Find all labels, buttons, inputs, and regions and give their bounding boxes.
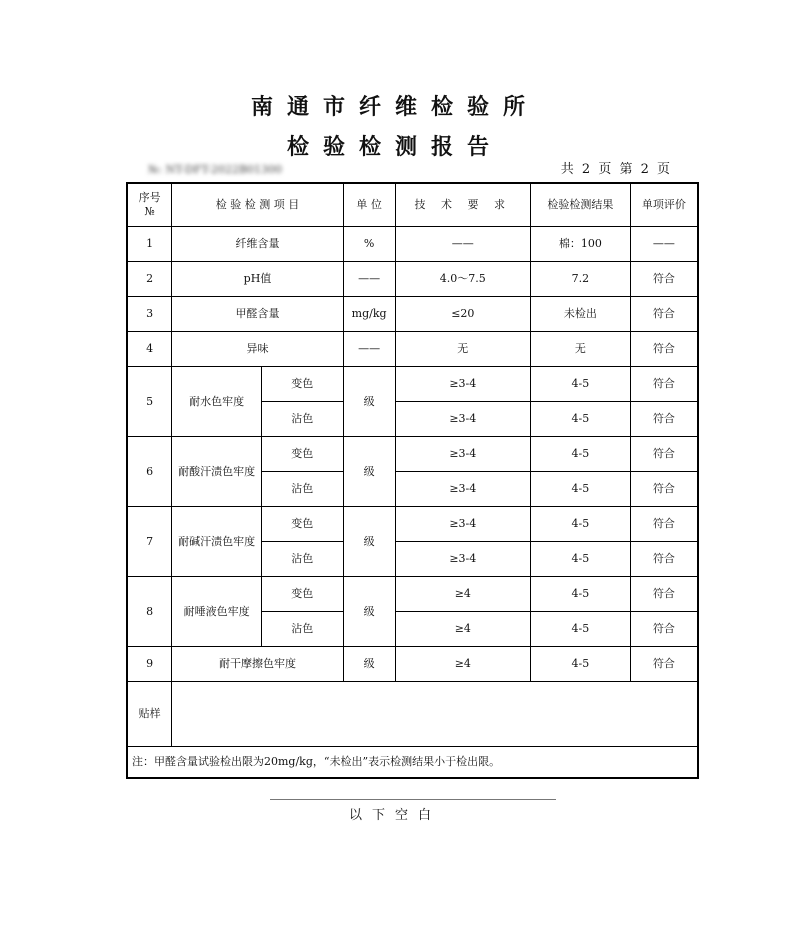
row-evaluation: 符合 xyxy=(630,297,698,332)
note-text: 注：甲醛含量试验检出限为20mg/kg，“未检出”表示检测结果小于检出限。 xyxy=(127,747,698,779)
row-no: 7 xyxy=(127,507,172,577)
row-subitem: 变色 xyxy=(261,437,343,472)
row-subitem: 变色 xyxy=(261,507,343,542)
row-requirement: ≥3-4 xyxy=(395,437,530,472)
row-evaluation: 符合 xyxy=(630,472,698,507)
row-requirement: ≥3-4 xyxy=(395,367,530,402)
row-requirement: 无 xyxy=(395,332,530,367)
row-result: 棉：100 xyxy=(531,227,631,262)
row-result: 4-5 xyxy=(531,472,631,507)
row-unit: 级 xyxy=(343,507,395,577)
row-evaluation: 符合 xyxy=(630,647,698,682)
row-requirement: ≥4 xyxy=(395,612,530,647)
row-unit: 级 xyxy=(343,577,395,647)
row-result: 4-5 xyxy=(531,402,631,437)
row-result: 4-5 xyxy=(531,647,631,682)
row-evaluation: 符合 xyxy=(630,402,698,437)
row-result: 4-5 xyxy=(531,437,631,472)
row-evaluation: 符合 xyxy=(630,542,698,577)
table-row xyxy=(127,577,698,612)
row-evaluation: 符合 xyxy=(630,577,698,612)
row-requirement: —— xyxy=(395,227,530,262)
row-requirement: ≥3-4 xyxy=(395,542,530,577)
row-requirement: ≥3-4 xyxy=(395,507,530,542)
row-subitem: 变色 xyxy=(261,367,343,402)
divider-line xyxy=(270,799,556,800)
row-item: 异味 xyxy=(172,332,343,367)
header-requirement: 技 术 要 求 xyxy=(395,183,530,227)
table-row xyxy=(127,262,698,297)
row-result: 7.2 xyxy=(531,262,631,297)
row-evaluation: —— xyxy=(630,227,698,262)
row-subitem: 沾色 xyxy=(261,402,343,437)
report-table xyxy=(126,182,699,779)
row-requirement: ≥3-4 xyxy=(395,402,530,437)
sample-label: 贴样 xyxy=(127,682,172,747)
row-unit: % xyxy=(343,227,395,262)
row-item: 耐碱汗渍色牢度 xyxy=(172,507,262,577)
table-row xyxy=(127,647,698,682)
row-result: 4-5 xyxy=(531,577,631,612)
row-requirement: 4.0～7.5 xyxy=(395,262,530,297)
row-item: 甲醛含量 xyxy=(172,297,343,332)
row-item: pH值 xyxy=(172,262,343,297)
row-no: 5 xyxy=(127,367,172,437)
row-evaluation: 符合 xyxy=(630,332,698,367)
table-row xyxy=(127,227,698,262)
header-no: 序号 № xyxy=(127,183,172,227)
row-result: 未检出 xyxy=(531,297,631,332)
header-item: 检 验 检 测 项 目 xyxy=(172,183,343,227)
row-item: 耐干摩擦色牢度 xyxy=(172,647,343,682)
row-unit: 级 xyxy=(343,367,395,437)
row-result: 4-5 xyxy=(531,507,631,542)
row-subitem: 沾色 xyxy=(261,472,343,507)
row-result: 4-5 xyxy=(531,612,631,647)
table-row xyxy=(127,367,698,402)
row-subitem: 沾色 xyxy=(261,612,343,647)
row-requirement: ≥4 xyxy=(395,577,530,612)
institute-title: 南通市纤维检验所 xyxy=(250,95,539,120)
sample-area xyxy=(172,682,698,747)
header-unit: 单 位 xyxy=(343,183,395,227)
table-row xyxy=(127,332,698,367)
row-evaluation: 符合 xyxy=(630,612,698,647)
row-evaluation: 符合 xyxy=(630,262,698,297)
row-result: 无 xyxy=(531,332,631,367)
row-evaluation: 符合 xyxy=(630,507,698,542)
row-no: 1 xyxy=(127,227,172,262)
row-item: 纤维含量 xyxy=(172,227,343,262)
row-evaluation: 符合 xyxy=(630,437,698,472)
row-item: 耐水色牢度 xyxy=(172,367,262,437)
row-no: 4 xyxy=(127,332,172,367)
row-subitem: 沾色 xyxy=(261,542,343,577)
blank-below-text: 以下空白 xyxy=(348,808,441,823)
note-row xyxy=(127,747,698,779)
row-item: 耐唾液色牢度 xyxy=(172,577,262,647)
table-header-row xyxy=(127,183,698,227)
row-no: 9 xyxy=(127,647,172,682)
row-no: 6 xyxy=(127,437,172,507)
row-no: 2 xyxy=(127,262,172,297)
report-number: №: NT-DFT-2022B01300 xyxy=(148,163,283,176)
row-unit: mg/kg xyxy=(343,297,395,332)
row-item: 耐酸汗渍色牢度 xyxy=(172,437,262,507)
report-title: 检验检测报告 xyxy=(286,135,503,160)
row-result: 4-5 xyxy=(531,542,631,577)
row-unit: —— xyxy=(343,262,395,297)
table-row xyxy=(127,437,698,472)
row-requirement: ≥3-4 xyxy=(395,472,530,507)
table-row xyxy=(127,297,698,332)
row-evaluation: 符合 xyxy=(630,367,698,402)
row-requirement: ≥4 xyxy=(395,647,530,682)
row-unit: —— xyxy=(343,332,395,367)
header-result: 检验检测结果 xyxy=(531,183,631,227)
row-unit: 级 xyxy=(343,647,395,682)
row-requirement: ≤20 xyxy=(395,297,530,332)
page-info: 共 2 页 第 2 页 xyxy=(560,162,672,177)
table-row xyxy=(127,507,698,542)
row-no: 3 xyxy=(127,297,172,332)
row-result: 4-5 xyxy=(531,367,631,402)
row-subitem: 变色 xyxy=(261,577,343,612)
row-unit: 级 xyxy=(343,437,395,507)
sample-row xyxy=(127,682,698,747)
row-no: 8 xyxy=(127,577,172,647)
header-evaluation: 单项评价 xyxy=(630,183,698,227)
